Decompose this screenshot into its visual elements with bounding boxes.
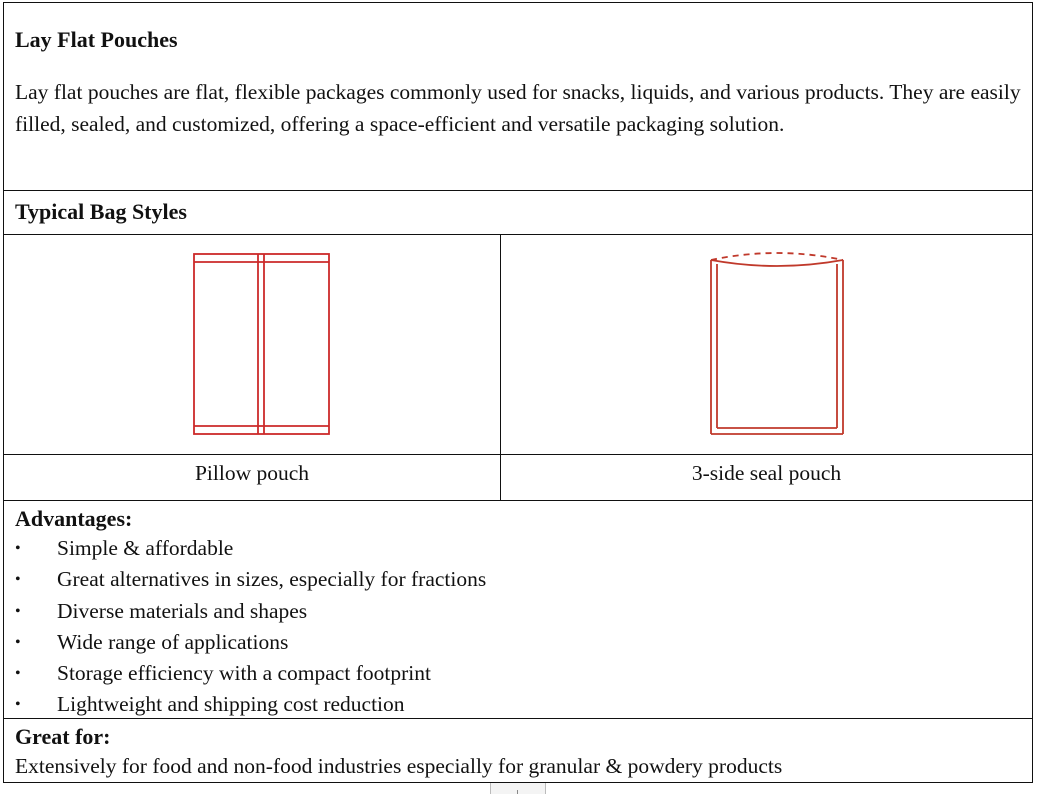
bullet-icon: •	[15, 633, 21, 651]
pillow-pouch-icon	[192, 252, 332, 438]
intro-section	[4, 3, 1032, 191]
page-title: Lay Flat Pouches	[15, 27, 178, 52]
bag-styles-heading: Typical Bag Styles	[4, 191, 1032, 235]
bullet-icon: •	[15, 602, 21, 620]
bag-styles-images	[4, 235, 1032, 455]
bag-styles-labels	[4, 455, 1032, 501]
great-for-text: Extensively for food and non-food industries especially for granular & powdery products	[15, 754, 783, 778]
scroll-tick	[517, 790, 518, 794]
advantages-list	[15, 533, 1021, 721]
bullet-icon: •	[15, 540, 21, 557]
three-side-seal-pouch-icon	[707, 250, 847, 440]
list-item: • Lightweight and shipping cost reduction	[15, 689, 1021, 720]
bullet-icon: •	[15, 665, 21, 683]
list-item: • Diverse materials and shapes	[15, 596, 1021, 627]
advantages-heading: Advantages:	[15, 506, 133, 531]
list-item: • Storage efficiency with a compact footprint	[15, 658, 1021, 689]
bullet-icon: •	[15, 696, 21, 714]
bullet-icon: •	[15, 571, 21, 589]
list-item: • Great alternatives in sizes, especially for fractions	[15, 564, 1021, 595]
horizontal-scrollbar-stub[interactable]	[490, 783, 546, 794]
description-text: Lay flat pouches are flat, flexible packages commonly used for snacks, liquids, and various products. They are easily filled, sealed, and customized, offering a space-efficient and versatile packaging solution.	[15, 80, 1021, 136]
three-side-seal-pouch-cell	[501, 235, 1032, 454]
advantages-section	[4, 501, 1032, 719]
list-item: • Simple & affordable	[15, 533, 1021, 564]
pillow-pouch-cell	[4, 235, 501, 454]
document-table	[3, 2, 1033, 783]
list-item: • Wide range of applications	[15, 627, 1021, 658]
great-for-heading: Great for:	[15, 724, 111, 749]
pillow-pouch-label: Pillow pouch	[4, 455, 501, 500]
great-for-section	[4, 719, 1032, 782]
three-side-seal-pouch-label: 3-side seal pouch	[691, 461, 842, 485]
